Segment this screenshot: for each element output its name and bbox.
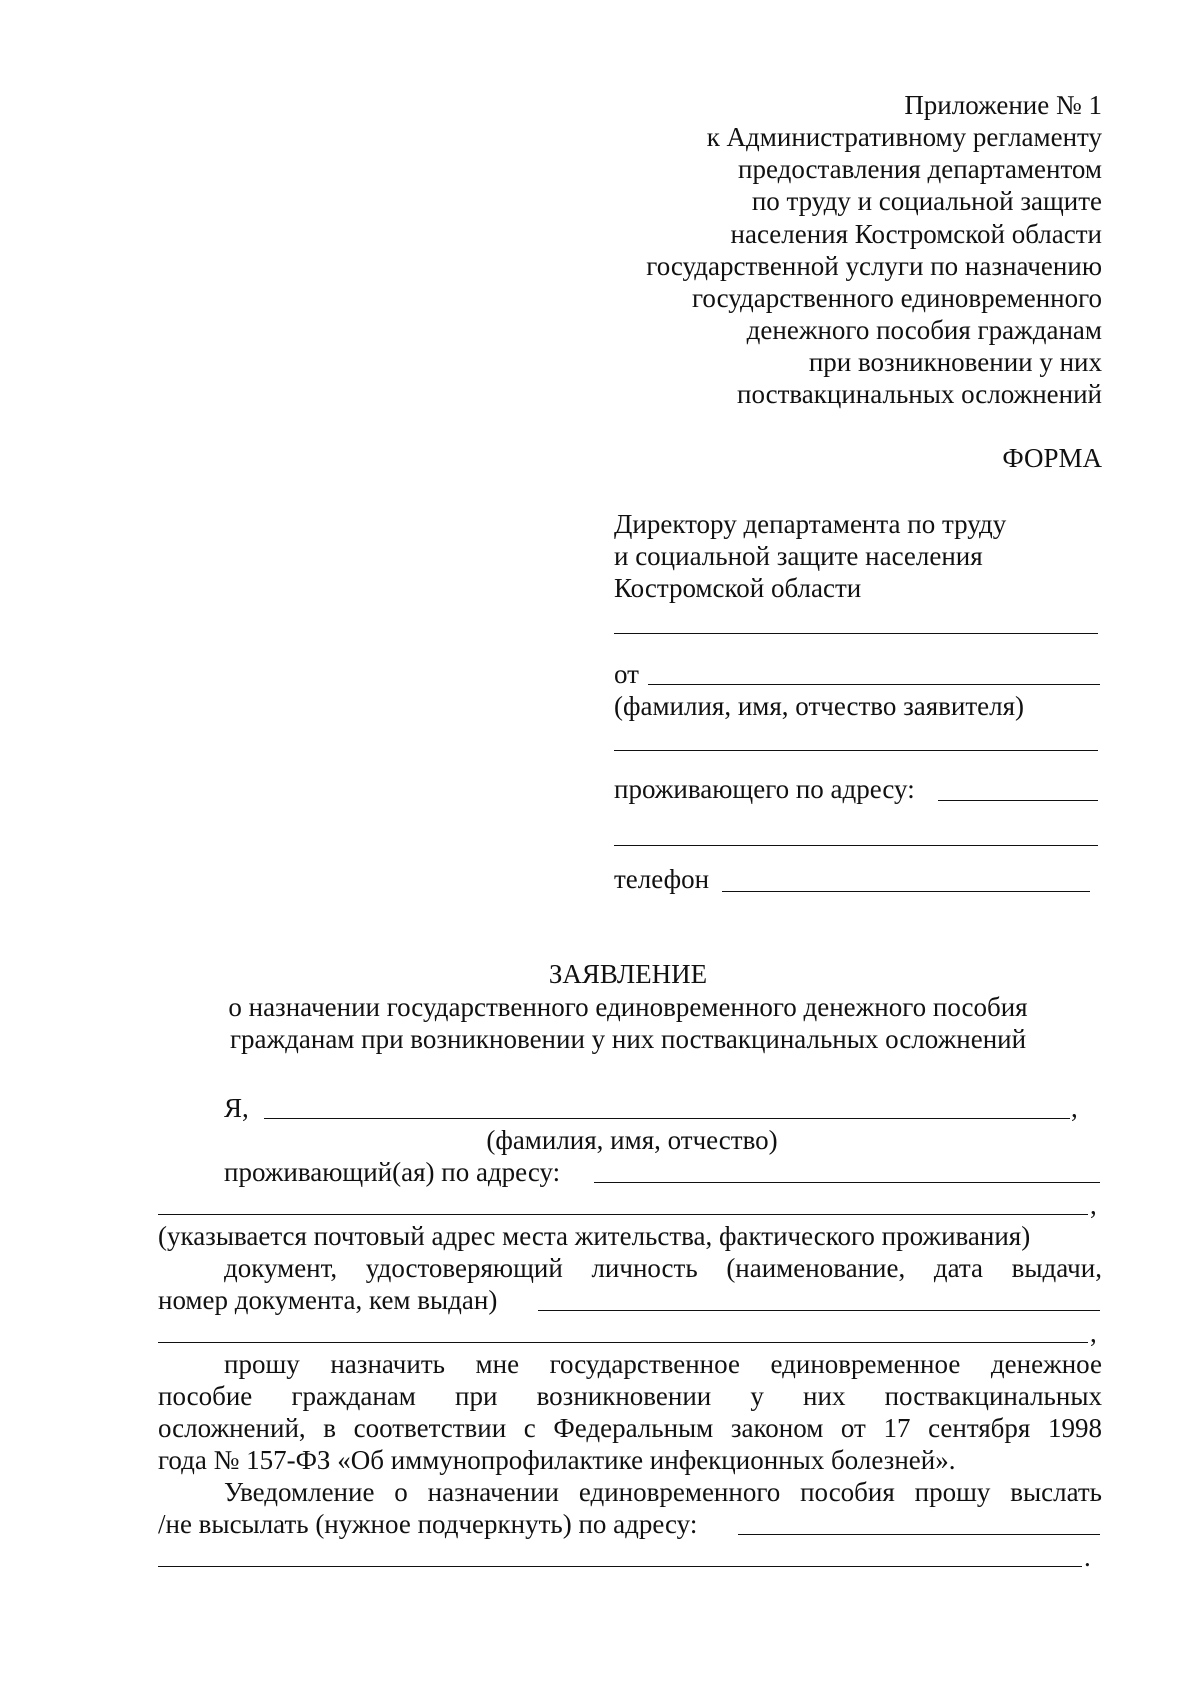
word: дата — [933, 1253, 983, 1283]
word: денежное — [990, 1349, 1102, 1379]
identity-doc-field[interactable] — [538, 1310, 1100, 1311]
word: возникновении — [536, 1381, 712, 1411]
fio-hint: (фамилия, имя, отчество) — [486, 1125, 778, 1155]
word: Уведомление — [224, 1477, 375, 1507]
statement-subtitle-line-1: о назначении государственного единовременного денежного пособия — [228, 992, 1028, 1022]
word: государственное — [549, 1349, 740, 1379]
appendix-line-1: Приложение № 1 — [904, 90, 1102, 120]
request-line-1 — [224, 1348, 1102, 1380]
fio-comma: , — [1071, 1093, 1078, 1123]
word: удостоверяющий — [365, 1253, 563, 1283]
word: 17 — [883, 1413, 911, 1443]
word: выдачи, — [1011, 1253, 1102, 1283]
word: прошу — [224, 1349, 300, 1379]
appendix-line-10: поствакцинальных осложнений — [737, 379, 1102, 409]
from-label: от — [614, 659, 639, 689]
request-line-3 — [158, 1412, 1102, 1444]
phone-field[interactable] — [722, 891, 1090, 892]
addressee-line-3: Костромской области — [614, 573, 862, 603]
applicant-name-field[interactable] — [648, 684, 1100, 685]
word: при — [455, 1381, 498, 1411]
word: назначении — [427, 1477, 560, 1507]
applicant-address-blank-line[interactable] — [614, 845, 1098, 846]
i-label: Я, — [224, 1093, 249, 1123]
request-line-4: года № 157-ФЗ «Об иммунопрофилактике инфекционных болезней». — [158, 1445, 956, 1475]
word: выслать — [1010, 1477, 1102, 1507]
word: с — [523, 1413, 536, 1443]
word: 1998 — [1047, 1413, 1102, 1443]
identity-doc-line-1 — [224, 1252, 1102, 1284]
word: от — [840, 1413, 866, 1443]
word: поствакцинальных — [884, 1381, 1102, 1411]
word: пособие — [158, 1381, 253, 1411]
notice-address-field[interactable] — [738, 1534, 1100, 1535]
appendix-line-7: государственного единовременного — [692, 283, 1102, 313]
word: документ, — [224, 1253, 338, 1283]
appendix-line-6: государственной услуги по назначению — [646, 251, 1102, 281]
applicant-name-blank-line[interactable] — [614, 750, 1098, 751]
fio-field[interactable] — [264, 1118, 1070, 1119]
phone-label: телефон — [614, 864, 710, 894]
address-label: проживающего по адресу: — [614, 774, 915, 804]
identity-doc-line-2: номер документа, кем выдан) — [158, 1285, 498, 1315]
identity-doc-line-field-2[interactable] — [158, 1342, 1088, 1343]
statement-subtitle-line-2: гражданам при возникновении у них поствакцинальных осложнений — [229, 1024, 1027, 1054]
word: законом — [730, 1413, 824, 1443]
word: в — [323, 1413, 337, 1443]
word: сентября — [928, 1413, 1031, 1443]
word: осложнений, — [158, 1413, 306, 1443]
notice-line-2: /не высылать (нужное подчеркнуть) по адресу: — [158, 1509, 698, 1539]
word: личность — [591, 1253, 698, 1283]
postal-address-hint: (указывается почтовый адрес места жительства, фактического проживания) — [158, 1221, 1031, 1251]
notice-address-line-2[interactable] — [158, 1566, 1082, 1567]
addressee-line-2: и социальной защите населения — [614, 541, 983, 571]
applicant-address-field[interactable] — [938, 800, 1098, 801]
addressee-blank-line[interactable] — [614, 633, 1098, 634]
residence-address-field[interactable] — [594, 1182, 1100, 1183]
word: мне — [475, 1349, 520, 1379]
addressee-line-1: Директору департамента по труду — [614, 509, 1007, 539]
word: Федеральным — [553, 1413, 714, 1443]
form-label: ФОРМА — [1002, 443, 1102, 473]
identity-doc-comma: , — [1090, 1318, 1097, 1348]
word: у — [750, 1381, 764, 1411]
appendix-line-2: к Административному регламенту — [706, 122, 1102, 152]
word: о — [394, 1477, 408, 1507]
notice-period: . — [1084, 1542, 1091, 1572]
applicant-name-hint: (фамилия, имя, отчество заявителя) — [614, 691, 1025, 721]
request-line-2 — [158, 1380, 1102, 1412]
word: назначить — [330, 1349, 445, 1379]
residence-comma: , — [1090, 1190, 1097, 1220]
appendix-line-8: денежного пособия гражданам — [746, 315, 1102, 345]
word: единовременное — [770, 1349, 961, 1379]
residence-address-line-2[interactable] — [158, 1214, 1088, 1215]
word: соответствии — [353, 1413, 507, 1443]
appendix-line-9: при возникновении у них — [808, 347, 1102, 377]
notice-line-1 — [224, 1476, 1102, 1508]
word: них — [803, 1381, 846, 1411]
statement-title: ЗАЯВЛЕНИЕ — [548, 959, 708, 989]
appendix-line-4: по труду и социальной защите — [751, 186, 1102, 216]
word: пособия — [800, 1477, 895, 1507]
word: гражданам — [291, 1381, 416, 1411]
word: единовременного — [578, 1477, 781, 1507]
residing-label: проживающий(ая) по адресу: — [224, 1157, 561, 1187]
appendix-line-3: предоставления департаментом — [738, 154, 1102, 184]
word: (наименование, — [726, 1253, 906, 1283]
appendix-line-5: населения Костромской области — [730, 219, 1102, 249]
word: прошу — [914, 1477, 991, 1507]
